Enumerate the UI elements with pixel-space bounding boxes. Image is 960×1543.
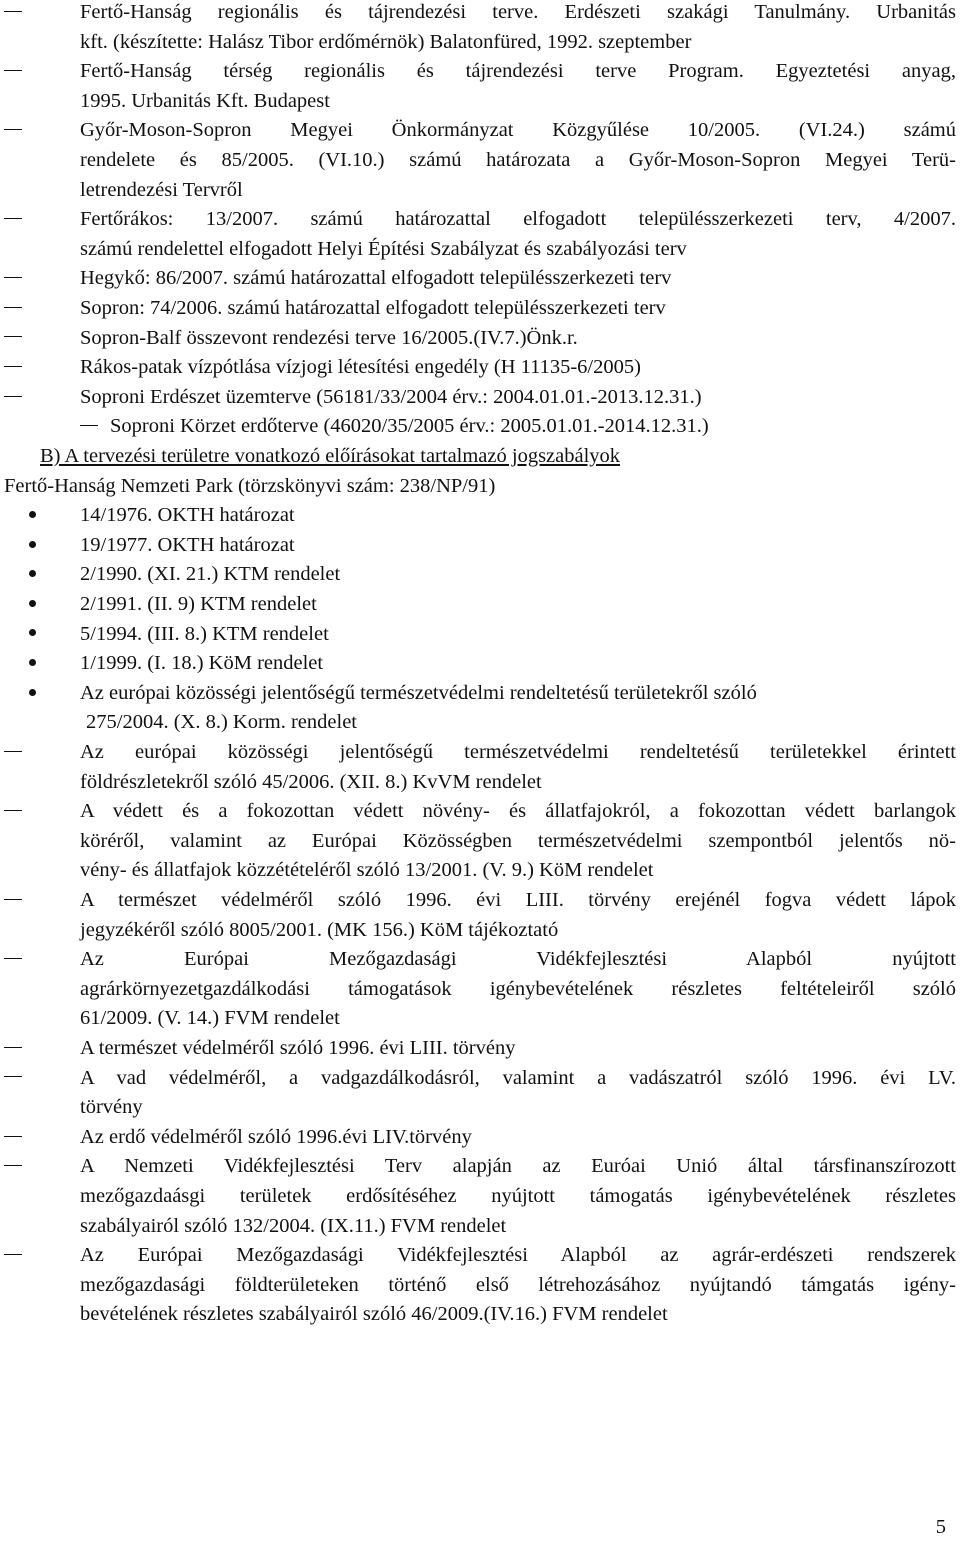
list-item-line (0, 116, 960, 146)
list-item-text: szabályairól szóló 132/2004. (IX.11.) FVM rendelet (80, 1214, 507, 1237)
bullet-item-line (0, 649, 960, 679)
bullet-item-line (0, 620, 960, 650)
dash-bullet-icon (4, 324, 26, 354)
dash-bullet-icon (4, 294, 26, 324)
bullet-glyph (29, 659, 36, 666)
list-item-text: Fertő-Hanság térség regionális és tájrendezési terve Program. Egyeztetési anyag, (80, 60, 956, 83)
dash-glyph (4, 396, 22, 397)
list-item-line (0, 1212, 960, 1242)
list-item-text: Fertő-Hanság regionális és tájrendezési terve. Erdészeti szakági Tanulmány. Urbanitás (80, 1, 956, 23)
round-bullet-icon (24, 560, 46, 590)
list-item-line (0, 975, 960, 1005)
round-bullet-icon (24, 531, 46, 561)
dash-glyph (4, 810, 22, 811)
dash-glyph (4, 1136, 22, 1137)
list-item-line (0, 768, 960, 798)
dash-bullet-icon (4, 738, 26, 768)
dash-bullet-icon (4, 1241, 26, 1271)
dash-bullet-icon (4, 1152, 26, 1182)
dash-glyph (4, 11, 22, 12)
dash-bullet-icon (4, 353, 26, 383)
list-item-text: 61/2009. (V. 14.) FVM rendelet (80, 1007, 340, 1030)
dash-bullet-icon (4, 1123, 26, 1153)
dash-bullet-icon (80, 412, 102, 442)
list-item-line (0, 353, 960, 383)
list-item-text: köréről, valamint az Európai Közösségben természetvédelmi szempontból jelentős nö- (80, 829, 956, 852)
list-item-line (0, 412, 960, 442)
list-item-line (0, 57, 960, 87)
dash-glyph (4, 1047, 22, 1048)
dash-glyph (4, 336, 22, 337)
dash-bullet-icon (4, 205, 26, 235)
list-item-text: Sopron-Balf összevont rendezési terve 16/2005.(IV.7.)Önk.r. (80, 326, 578, 349)
bullet-item-text: 5/1994. (III. 8.) KTM rendelet (80, 622, 329, 645)
list-item-line (0, 945, 960, 975)
dash-glyph (4, 366, 22, 367)
list-item-line (0, 797, 960, 827)
bullet-glyph (29, 689, 36, 696)
list-item-text: mezőgazdasági földterületeken történő első létrehozásához nyújtandó támgatás igény- (80, 1273, 956, 1296)
dash-bullet-icon (4, 57, 26, 87)
bullet-item-line (0, 590, 960, 620)
list-item-text: Rákos-patak vízpótlása vízjogi létesítési engedély (H 11135-6/2005) (80, 356, 641, 379)
list-item-text: agrárkörnyezetgazdálkodási támogatások igénybevételének részletes feltételeiről szóló (80, 977, 956, 1000)
list-item-text: Fertőrákos: 13/2007. számú határozattal elfogadott településszerkezeti terv, 4/2007. (80, 208, 956, 231)
bullet-item-text: 1/1999. (I. 18.) KöM rendelet (80, 652, 324, 675)
dash-bullet-icon (4, 1064, 26, 1094)
bullet-item-line (0, 560, 960, 590)
list-item-text: rendelete és 85/2005. (VI.10.) számú határozata a Győr-Moson-Sopron Megyei Terü- (80, 149, 956, 171)
list-item-text: A védett és a fokozottan védett növény- és állatfajokról, a fokozottan védett barlangok (80, 800, 956, 823)
list-item-line (0, 235, 960, 265)
dash-glyph (4, 307, 22, 308)
list-item-line (0, 1064, 960, 1094)
list-item-line (0, 1123, 960, 1153)
dash-glyph (4, 1076, 22, 1077)
dash-glyph (4, 1165, 22, 1166)
dash-glyph (80, 425, 98, 426)
dash-glyph (4, 218, 22, 219)
list-item-line (0, 738, 960, 768)
round-bullet-icon (24, 590, 46, 620)
list-item-text: A vad védelméről, a vadgazdálkodásról, valamint a vadászatról szóló 1996. évi LV. (80, 1066, 956, 1089)
bullet-item-text: 14/1976. OKTH határozat (80, 504, 295, 527)
bullet-glyph (29, 541, 36, 548)
round-bullet-icon (24, 649, 46, 679)
list-item-text: kft. (készítette: Halász Tibor erdőmérnök) Balatonfüred, 1992. szeptember (80, 30, 692, 53)
section-subheading: Fertő-Hanság Nemzeti Park (törzskönyvi szám: 238/NP/91) (4, 474, 496, 497)
bullet-item-line (0, 708, 960, 738)
dash-glyph (4, 1254, 22, 1255)
list-item-text: Győr-Moson-Sopron Megyei Önkormányzat Közgyűlése 10/2005. (VI.24.) számú (80, 119, 956, 142)
list-item-text: vény- és állatfajok közzétételéről szóló 13/2001. (V. 9.) KöM rendelet (80, 859, 654, 882)
section-heading-line (0, 442, 960, 472)
list-item-line (0, 1034, 960, 1064)
list-item-text: törvény (80, 1096, 143, 1119)
list-item-line (0, 1271, 960, 1301)
bullet-glyph (29, 570, 36, 577)
dash-glyph (4, 277, 22, 278)
bullet-glyph (29, 629, 36, 636)
list-item-text: A természet védelméről szóló 1996. évi LIII. törvény (80, 1037, 516, 1059)
bullet-item-line (0, 501, 960, 531)
list-item-line (0, 1152, 960, 1182)
list-item-line (0, 0, 960, 28)
list-item-text: Soproni Körzet erdőterve (46020/35/2005 érv.: 2005.01.01.-2014.12.31.) (110, 415, 709, 438)
list-item-text: Az európai közösségi jelentőségű természetvédelmi rendeltetésű területekkel érintett (80, 741, 956, 763)
dash-glyph (4, 958, 22, 959)
list-item-line (0, 1004, 960, 1034)
round-bullet-icon (24, 679, 46, 709)
list-item-text: mezőgazdaásgi területek erdősítéséhez nyújtott támogatás igénybevételének részletes (80, 1185, 956, 1207)
list-item-text: Az Európai Mezőgazdasági Vidékfejlesztési Alapból nyújtott (80, 948, 956, 971)
bullet-item-line (0, 679, 960, 709)
dash-bullet-icon (4, 264, 26, 294)
list-item-text: Hegykő: 86/2007. számú határozattal elfogadott településszerkezeti terv (80, 267, 672, 290)
list-item-line (0, 176, 960, 206)
list-item-text: jegyzékéről szóló 8005/2001. (MK 156.) KöM tájékoztató (80, 918, 559, 941)
dash-glyph (4, 70, 22, 71)
bullet-item-text: 2/1990. (XI. 21.) KTM rendelet (80, 563, 341, 586)
list-item-text: bevételének részletes szabályairól szóló 46/2009.(IV.16.) FVM rendelet (80, 1303, 668, 1326)
dash-bullet-icon (4, 945, 26, 975)
list-item-line (0, 1093, 960, 1123)
list-item-line (0, 146, 960, 176)
list-item-line (0, 294, 960, 324)
dash-glyph (4, 751, 22, 752)
list-item-text: Az Európai Mezőgazdasági Vidékfejlesztési Alapból az agrár-erdészeti rendszerek (80, 1244, 956, 1267)
bullet-glyph (29, 600, 36, 607)
list-item-text: földrészletekről szóló 45/2006. (XII. 8.) KvVM rendelet (80, 770, 542, 793)
page-number: 5 (935, 1516, 946, 1538)
list-item-text: 1995. Urbanitás Kft. Budapest (80, 89, 330, 112)
dash-bullet-icon (4, 886, 26, 916)
list-item-line (0, 827, 960, 857)
list-item-line (0, 324, 960, 354)
section-heading: B) A tervezési területre vonatkozó előírásokat tartalmazó jogszabályok (40, 445, 621, 467)
list-item-line (0, 916, 960, 946)
list-item-line (0, 383, 960, 413)
list-item-text: számú rendelettel elfogadott Helyi Építési Szabályzat és szabályozási terv (80, 237, 687, 260)
list-item-line (0, 264, 960, 294)
bullet-item-text: Az európai közösségi jelentőségű természetvédelmi rendeltetésű területekről szóló (80, 681, 757, 704)
dash-bullet-icon (4, 0, 26, 28)
dash-bullet-icon (4, 383, 26, 413)
section-subheading-line (0, 472, 960, 502)
list-item-text: Soproni Erdészet üzemterve (56181/33/2004 érv.: 2004.01.01.-2013.12.31.) (80, 385, 702, 408)
dash-glyph (4, 129, 22, 130)
list-item-line (0, 886, 960, 916)
list-item-line (0, 1300, 960, 1330)
list-item-line (0, 87, 960, 117)
list-item-line (0, 205, 960, 235)
list-item-text: Az erdő védelméről szóló 1996.évi LIV.törvény (80, 1125, 472, 1148)
list-item-line (0, 1241, 960, 1271)
dash-bullet-icon (4, 116, 26, 146)
bullet-item-line (0, 531, 960, 561)
list-item-line (0, 1182, 960, 1212)
list-item-text: Sopron: 74/2006. számú határozattal elfogadott településszerkezeti terv (80, 297, 666, 319)
bullet-item-text: 275/2004. (X. 8.) Korm. rendelet (86, 711, 357, 734)
bullet-item-text: 2/1991. (II. 9) KTM rendelet (80, 593, 317, 615)
list-item-text: letrendezési Tervről (80, 178, 243, 201)
dash-glyph (4, 899, 22, 900)
dash-bullet-icon (4, 797, 26, 827)
list-item-text: A természet védelméről szóló 1996. évi LIII. törvény erejénél fogva védett lápok (80, 889, 956, 911)
dash-bullet-icon (4, 1034, 26, 1064)
round-bullet-icon (24, 620, 46, 650)
bullet-item-text: 19/1977. OKTH határozat (80, 533, 295, 556)
bullet-glyph (29, 511, 36, 518)
list-item-line (0, 28, 960, 58)
list-item-line (0, 856, 960, 886)
list-item-text: A Nemzeti Vidékfejlesztési Terv alapján az Euróai Unió által társfinanszírozott (80, 1155, 956, 1178)
round-bullet-icon (24, 501, 46, 531)
